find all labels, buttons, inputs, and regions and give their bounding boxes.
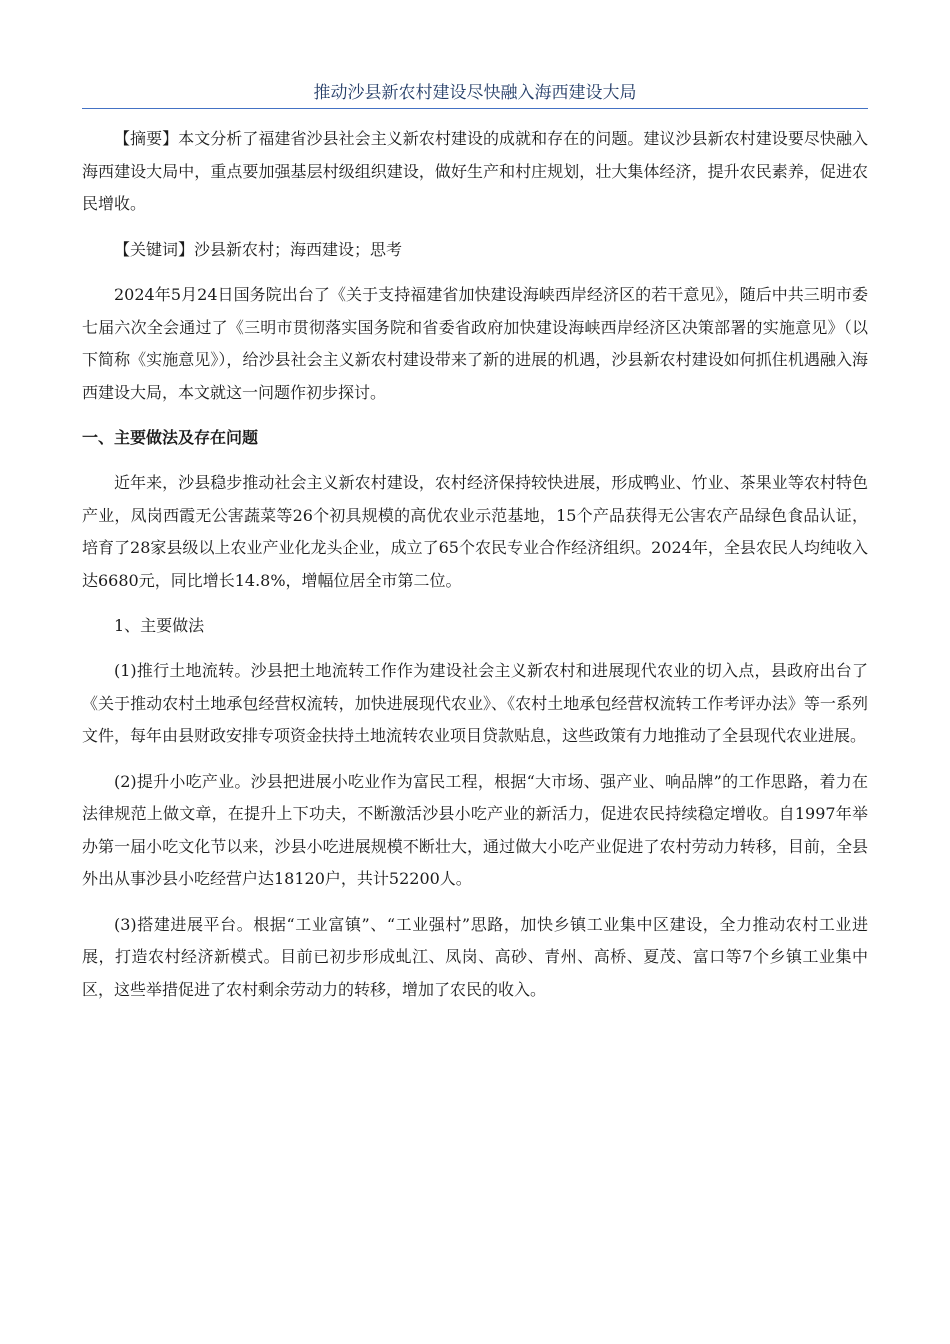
list-item-platform: (3)搭建进展平台。根据“工业富镇”、“工业强村”思路，加快乡镇工业集中区建设，全力推动农村工业进展，打造农村经济新模式。目前已初步形成虬江、凤岗、高砂、青州、高桥、夏茂、富口等7个乡镇工业集中区，这些举措促进了农村剩余劳动力的转移，增加了农民的收入。 (82, 914, 868, 999)
section-heading: 一、主要做法及存在问题 (82, 428, 259, 447)
document-title: 推动沙县新农村建设尽快融入海西建设大局 (313, 83, 637, 103)
list-item-snack-industry: (2)提升小吃产业。沙县把进展小吃业作为富民工程，根据“大市场、强产业、响品牌”的工作思路，着力在法律规范上做文章，在提升上下功夫，不断激活沙县小吃产业的新活力，促进农民持续稳定增收。自1997年举办第一届小吃文化节以来，沙县小吃进展规模不断壮大，通过做大小吃产业促进了农村劳动力转移，目前，全县外出从事沙县小吃经营户达18120户，共计52200人。 (82, 771, 868, 888)
section-paragraph: 近年来，沙县稳步推动社会主义新农村建设，农村经济保持较快进展，形成鸭业、竹业、茶果业等农村特色产业，凤岗西霞无公害蔬菜等26个初具规模的高优农业示范基地，15个产品获得无公害农产品绿色食品认证，培育了28家县级以上农业产业化龙头企业，成立了65个农民专业合作经济组织。2024年，全县农民人均纯收入达6680元，同比增长14.8%，增幅位居全市第二位。 (82, 473, 868, 590)
document-page (82, 78, 868, 1019)
intro-paragraph: 2024年5月24日国务院出台了《关于支持福建省加快建设海峡西岸经济区的若干意见》，随后中共三明市委七届六次全会通过了《三明市贯彻落实国务院和省委省政府加快建设海峡西岸经济区决策部署的实施意见》（以下简称《实施意见》），给沙县社会主义新农村建设带来了新的进展的机遇，沙县新农村建设如何抓住机遇融入海西建设大局，本文就这一问题作初步探讨。 (82, 285, 868, 402)
title-divider (82, 108, 868, 109)
abstract-paragraph: 【摘要】本文分析了福建省沙县社会主义新农村建设的成就和存在的问题。建议沙县新农村建设要尽快融入海西建设大局中，重点要加强基层村级组织建设，做好生产和村庄规划，壮大集体经济，提升农民素养，促进农民增收。 (82, 129, 868, 213)
keywords-paragraph: 【关键词】沙县新农村；海西建设；思考 (114, 239, 403, 259)
subsection-heading: 1、主要做法 (114, 616, 205, 635)
list-item-land-transfer: (1)推行土地流转。沙县把土地流转工作作为建设社会主义新农村和进展现代农业的切入点，县政府出台了《关于推动农村土地承包经营权流转，加快进展现代农业》、《农村土地承包经营权流转工作考评办法》等一系列文件，每年由县财政安排专项资金扶持土地流转农业项目贷款贴息，这些政策有力地推动了全县现代农业进展。 (82, 661, 868, 745)
